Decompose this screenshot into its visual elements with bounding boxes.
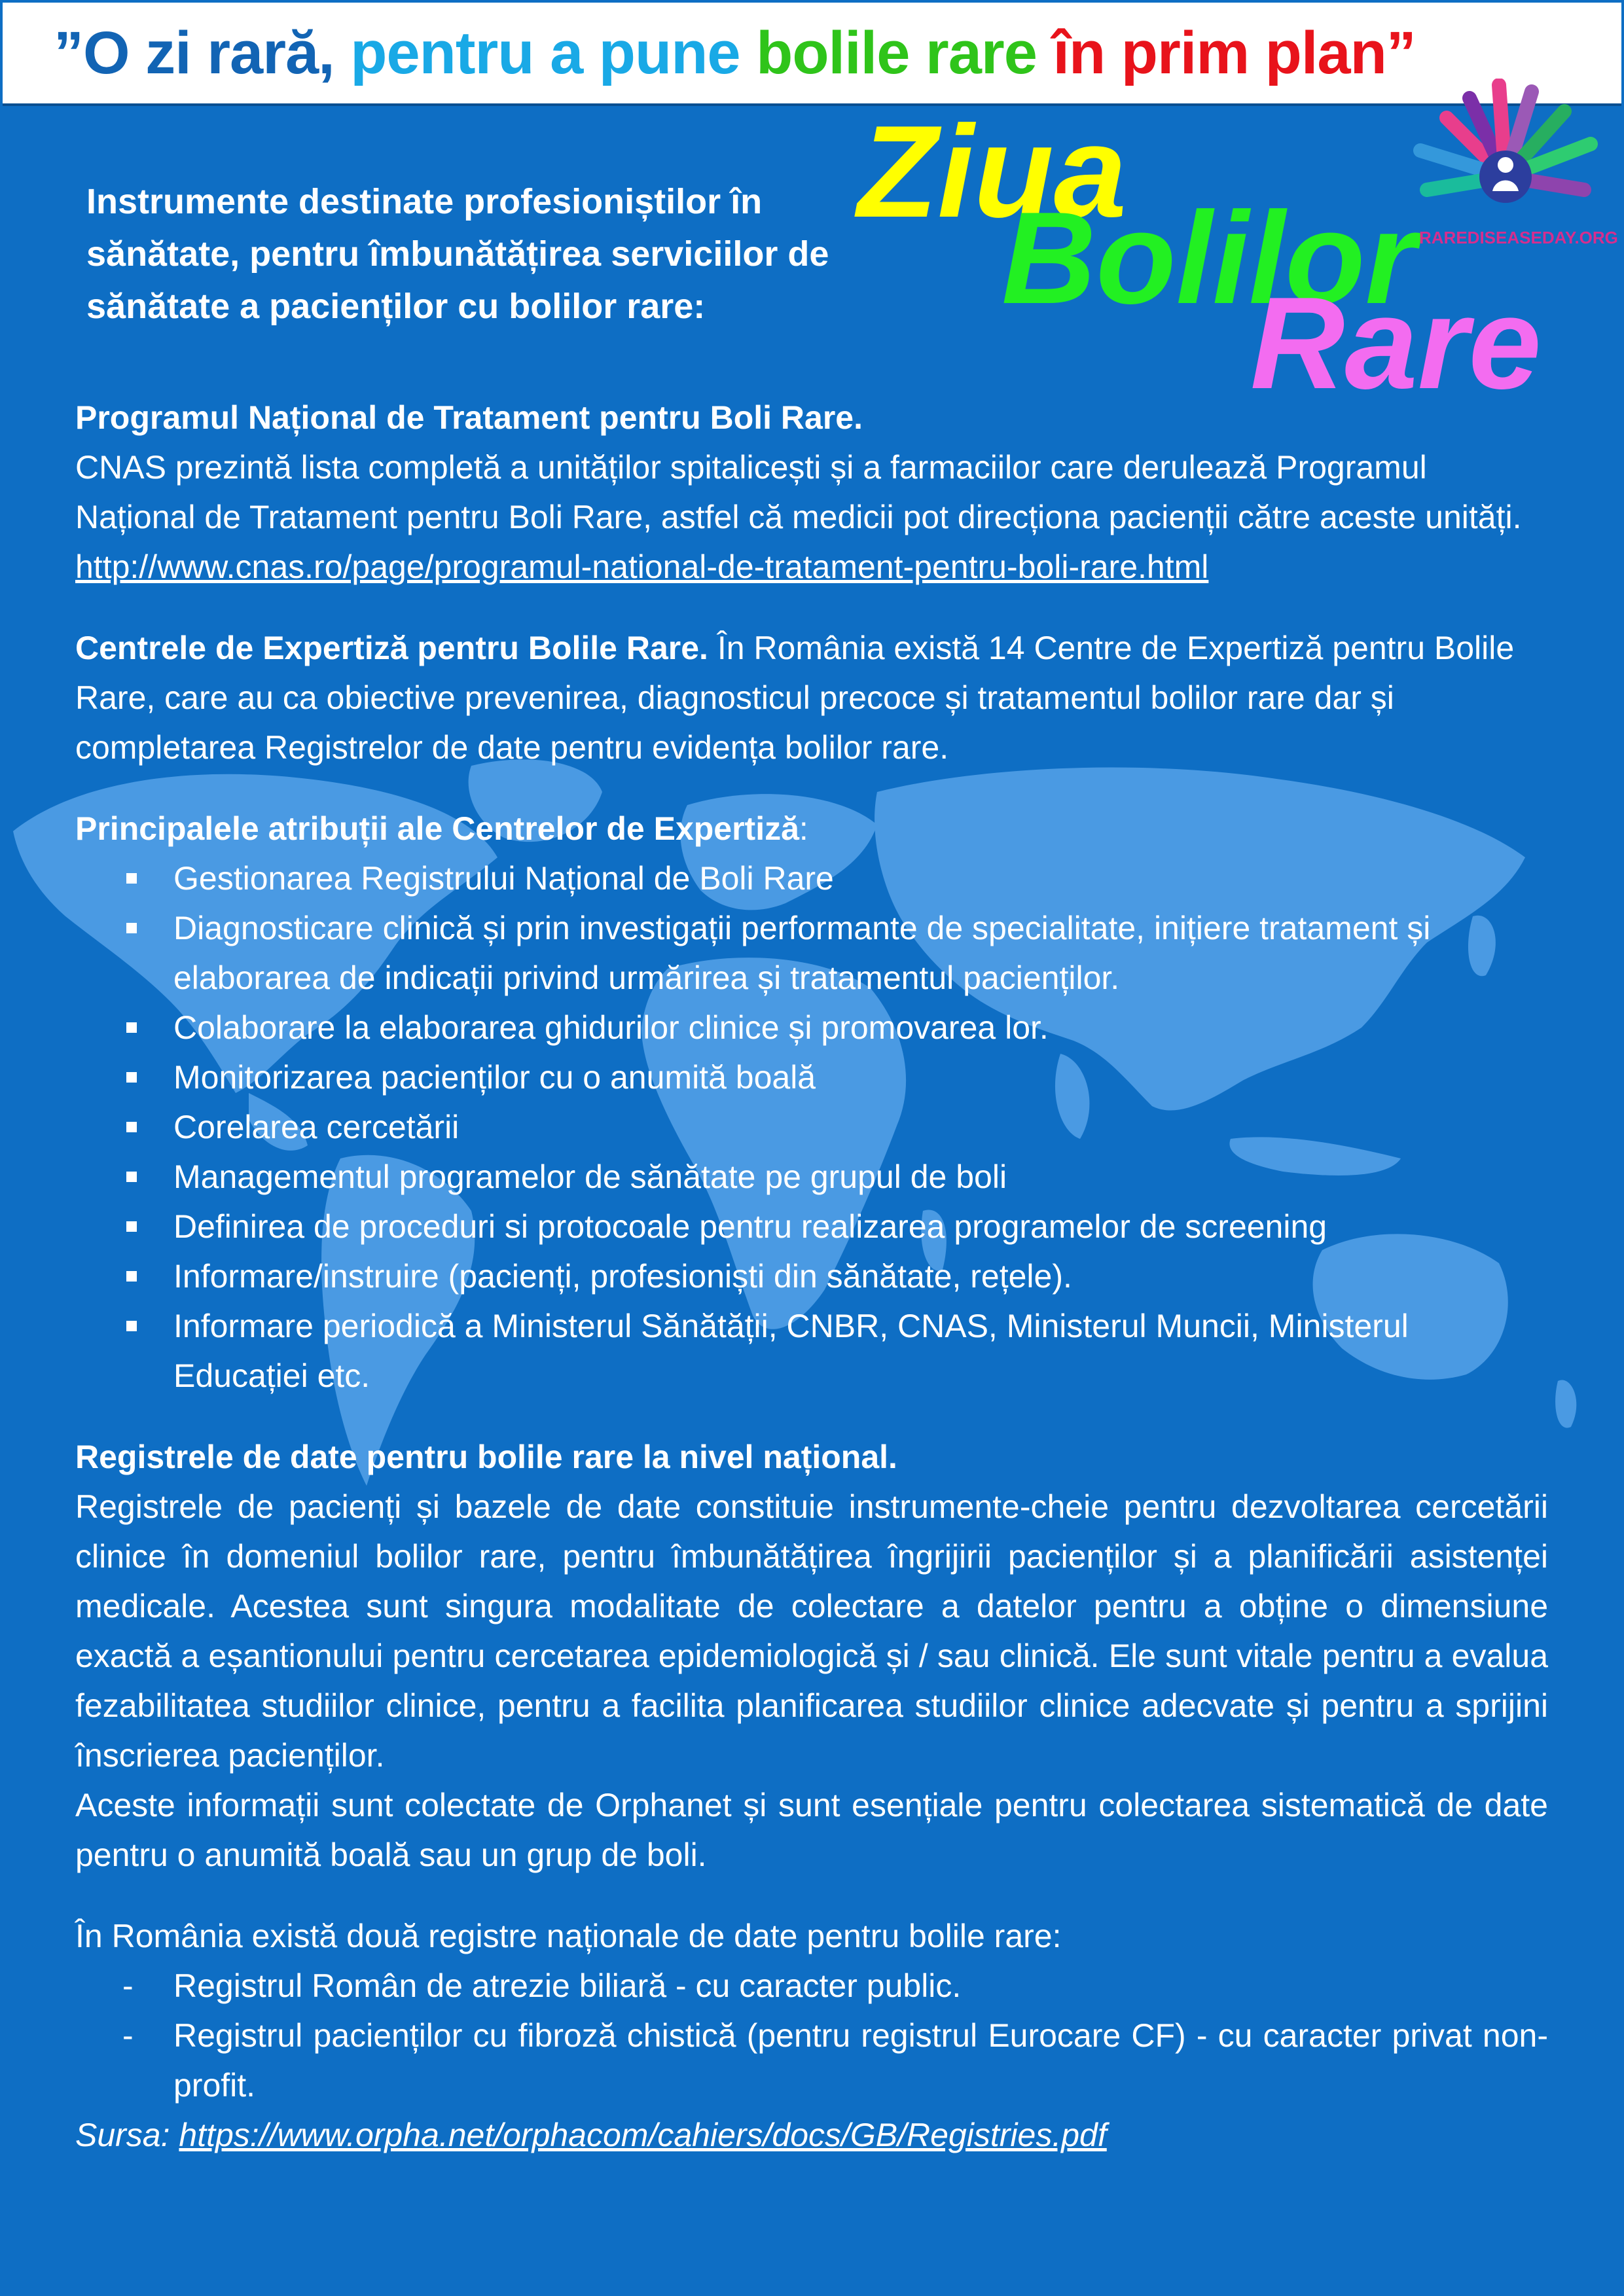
section1-body: CNAS prezintă lista completă a unităților spitalicești și a farmaciilor care derulează Programul Național de Tratament pentru Boli Rare, astfel că medicii pot direcționa pacienții către aceste unități. — [75, 449, 1522, 535]
banner-part-1: ”O zi rară, — [54, 19, 334, 86]
list-item: Informare periodică a Ministerul Sănătății, CNBR, CNAS, Ministerul Muncii, Ministerul Educației etc. — [173, 1301, 1548, 1401]
registries-list — [75, 1961, 1548, 2110]
list-item: - Registrul pacienților cu fibroză chistică (pentru registrul Eurocare CF) - cu caracter privat non-profit. — [173, 2011, 1548, 2110]
title-banner — [3, 3, 1621, 106]
section3-heading: Principalele atribuții ale Centrelor de Expertiză: — [75, 810, 808, 847]
source-label: Sursa: — [75, 2117, 179, 2153]
banner-part-2: pentru a pune — [334, 19, 740, 86]
intro-text: Instrumente destinate profesioniștilor în sănătate, pentru îmbunătățirea serviciilor de sănătate a pacienților cu bolilor rare: — [86, 182, 829, 326]
list-item: Gestionarea Registrului Național de Boli Rare — [173, 853, 1548, 903]
list-item: Definirea de proceduri si protocoale pentru realizarea programelor de screening — [173, 1202, 1548, 1251]
list-item: Informare/instruire (pacienți, profesioniști din sănătate, rețele). — [173, 1251, 1548, 1301]
banner-part-4: în prim plan” — [1036, 19, 1416, 86]
banner-part-3: bolile rare — [740, 19, 1037, 86]
section2-paragraph — [75, 623, 1548, 772]
logo-caption: RAREDISEASEDAY.ORG — [1419, 228, 1618, 247]
section4-body2: Aceste informații sunt colectate de Orphanet și sunt esențiale pentru colectarea sistematică de date pentru o anumită boală sau un grup de boli. — [75, 1787, 1548, 1873]
section1-title: Programul Național de Tratament pentru Boli Rare. — [75, 399, 863, 436]
section5-intro: În România există două registre naționale de date pentru bolile rare: — [75, 1918, 1062, 1954]
wordmark-ziua: Ziua — [857, 99, 1127, 245]
list-item: Colaborare la elaborarea ghidurilor clinice și promovarea lor. — [173, 1003, 1548, 1052]
section4-title: Registrele de date pentru bolile rare la nivel național. — [75, 1439, 897, 1475]
wordmark-rare: Rare — [1250, 270, 1542, 416]
list-item: Corelarea cercetării — [173, 1102, 1548, 1152]
list-item: Diagnosticare clinică și prin investigații performante de specialitate, inițiere tratament și elaborarea de indicații privind urmărirea și tratamentul pacienților. — [173, 903, 1548, 1003]
section4-body1: Registrele de pacienți și bazele de date constituie instrumente-cheie pentru dezvoltarea cercetării clinice în domeniul bolilor rare, pentru îmbunătățirea îngrijirii pacienților și a planificării asistenței medicale. Acestea sunt singura modalitate de colectare a datelor pentru a obține o dimensiune exactă a eșantionului pentru cercetarea epidemiologică și / sau clinică. Ele sunt vitale pentru a evalua fezabilitatea studiilor clinice, pentru a facilita planificarea studiilor clinice adecvate și pentru a sprijini înscrierea pacienților. — [75, 1488, 1548, 1774]
section3-title: Principalele atribuții ale Centrelor de Expertiză — [75, 810, 799, 847]
orphanet-link[interactable]: https://www.orpha.net/orphacom/cahiers/docs/GB/Registries.pdf — [179, 2117, 1107, 2153]
wordmark-bolilor: Bolilor — [1001, 185, 1416, 331]
attributions-list — [75, 853, 1548, 1401]
hands-logo-icon — [1407, 79, 1604, 249]
main-content — [75, 393, 1548, 2160]
banner-title — [54, 19, 1416, 88]
source-line — [75, 2110, 1548, 2160]
list-item: Managementul programelor de sănătate pe grupul de boli — [173, 1152, 1548, 1202]
section2-title: Centrele de Expertiză pentru Bolile Rare. — [75, 630, 708, 666]
list-item: Monitorizarea pacienților cu o anumită boală — [173, 1052, 1548, 1102]
list-item: - Registrul Român de atrezie biliară - cu caracter public. — [173, 1961, 1548, 2011]
section2-body: În România există 14 Centre de Expertiză pentru Bolile Rare, care au ca obiective prevenirea, diagnosticul precoce și tratamentul bolilor rare dar și completarea Registrelor de date pentru evidența bolilor rare. — [75, 630, 1515, 766]
cnas-link[interactable]: http://www.cnas.ro/page/programul-national-de-tratament-pentru-boli-rare.html — [75, 548, 1209, 585]
